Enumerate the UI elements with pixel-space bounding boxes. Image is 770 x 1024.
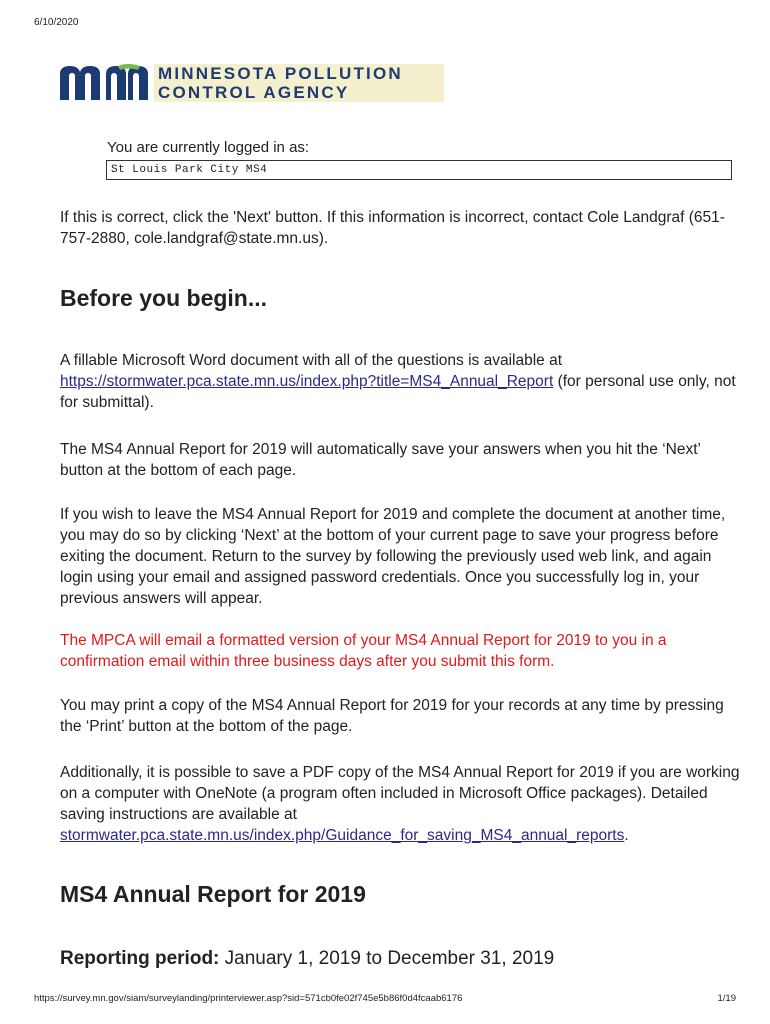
- word-doc-paragraph: [60, 350, 740, 413]
- footer-url: https://survey.mn.gov/siam/surveylanding/printerviewer.asp?sid=571cb0fe02f745e5b86f0d4fcaab6176: [34, 993, 463, 1004]
- annual-report-link[interactable]: https://stormwater.pca.state.mn.us/index.php?title=MS4_Annual_Report: [60, 373, 554, 390]
- pdf-save-tail: .: [624, 827, 629, 844]
- leave-survey-paragraph: If you wish to leave the MS4 Annual Report for 2019 and complete the document at another time, you may do so by clicking ‘Next’ at the bottom of your current page to save your progress before exiting the document. Return to the survey by following the previously used web link, and again login using your email and assigned password credentials. Once you successfully log in, your previous answers will appear.: [60, 506, 726, 607]
- report-heading: MS4 Annual Report for 2019: [60, 881, 366, 907]
- autosave-paragraph: The MS4 Annual Report for 2019 will automatically save your answers when you hit the ‘Next’ button at the bottom of each page.: [60, 441, 701, 479]
- login-label: You are currently logged in as:: [107, 139, 310, 156]
- reporting-period-label: Reporting period:: [60, 948, 220, 969]
- intro-paragraph: If this is correct, click the 'Next' button. If this information is incorrect, contact Cole Landgraf (651-757-2880, cole.landgraf@state.mn.us).: [60, 209, 725, 247]
- pdf-save-paragraph: [60, 762, 740, 846]
- reporting-period: [60, 948, 554, 970]
- word-doc-lead: A fillable Microsoft Word document with all of the questions is available at: [60, 352, 562, 369]
- mpca-logo: [58, 60, 444, 102]
- logo-line-1: MINNESOTA POLLUTION: [158, 64, 403, 83]
- word-doc-tail: (for personal use only, not for submittal).: [60, 373, 736, 411]
- print-paragraph: You may print a copy of the MS4 Annual Report for 2019 for your records at any time by pressing the ‘Print’ button at the bottom of the page.: [60, 697, 724, 735]
- confirmation-email-notice: The MPCA will email a formatted version of your MS4 Annual Report for 2019 to you in a confirmation email within three business days after you submit this form.: [60, 632, 667, 670]
- reporting-period-value: January 1, 2019 to December 31, 2019: [219, 948, 555, 969]
- saving-guidance-link[interactable]: stormwater.pca.state.mn.us/index.php/Guidance_for_saving_MS4_annual_reports: [60, 827, 625, 844]
- logo-line-2: CONTROL AGENCY: [158, 83, 350, 102]
- footer-page-number: 1/19: [717, 993, 736, 1004]
- pdf-save-lead: Additionally, it is possible to save a PDF copy of the MS4 Annual Report for 2019 if you are working on a computer with OneNote (a program often included in Microsoft Office packages). Detailed saving instructions are available at: [60, 764, 740, 823]
- before-heading: Before you begin...: [60, 285, 268, 311]
- print-date: 6/10/2020: [34, 17, 79, 28]
- logged-in-user-field: St Louis Park City MS4: [106, 160, 732, 180]
- mn-logo-icon: [58, 60, 158, 102]
